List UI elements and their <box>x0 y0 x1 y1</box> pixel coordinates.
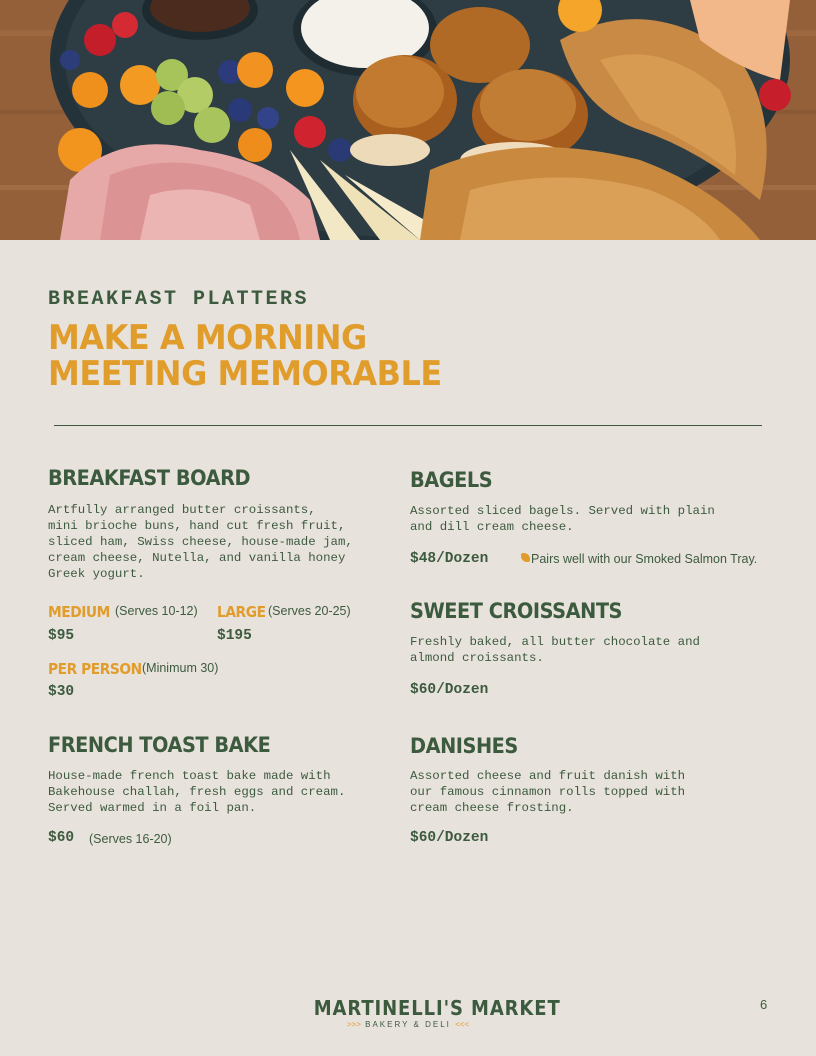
chevron-right-ornament: <<< <box>455 1020 470 1029</box>
page-number: 6 <box>760 997 768 1012</box>
chevron-left-ornament: >>> <box>346 1020 361 1029</box>
breakfast-platter-illustration <box>0 0 816 240</box>
danishes-description: Assorted cheese and fruit danish with our famous cinnamon rolls topped with cream cheese frosting. <box>410 769 686 815</box>
pairing-note <box>521 552 757 566</box>
hero-photo <box>0 0 816 240</box>
brand-logo <box>300 996 561 1029</box>
french-toast-serves: (Serves 16-20) <box>89 832 172 846</box>
section-eyebrow: BREAKFAST PLATTERS <box>48 288 310 311</box>
price-medium: $95 <box>48 628 75 644</box>
french-toast-title: FRENCH TOAST BAKE <box>48 733 271 757</box>
bagels-title: BAGELS <box>410 468 493 492</box>
size-label-medium: MEDIUM <box>48 603 110 621</box>
bagels-price: $48/Dozen <box>410 551 489 567</box>
danishes-price: $60/Dozen <box>410 830 489 846</box>
price-per-person: $30 <box>48 684 75 700</box>
sweet-croissants-title: SWEET CROISSANTS <box>410 599 623 623</box>
page-headline: MAKE A MORNING MEETING MEMORABLE <box>48 318 442 394</box>
breakfast-board-description: Artfully arranged butter croissants, mini brioche buns, hand cut fresh fruit, sliced ham, Swiss cheese, house-made jam, cream cheese, Nutella, and vanilla honey Greek yogurt. <box>48 503 353 581</box>
brand-subtitle-text: BAKERY & DELI <box>365 1020 451 1029</box>
brand-subtitle <box>300 1020 516 1029</box>
pairing-note-text: Pairs well with our Smoked Salmon Tray. <box>531 552 758 566</box>
size-note-large: (Serves 20-25) <box>268 604 351 618</box>
price-large: $195 <box>217 628 252 644</box>
size-note-per-person: (Minimum 30) <box>142 661 219 675</box>
leaf-icon <box>521 553 530 562</box>
brand-name: MARTINELLI'S MARKET <box>313 996 561 1020</box>
size-label-per-person: PER PERSON <box>48 660 142 678</box>
size-note-medium: (Serves 10-12) <box>115 604 198 618</box>
breakfast-board-title: BREAKFAST BOARD <box>48 466 251 490</box>
french-toast-description: House-made french toast bake made with Bakehouse challah, fresh eggs and cream. Served warmed in a foil pan. <box>48 769 346 815</box>
sweet-croissants-description: Freshly baked, all butter chocolate and almond croissants. <box>410 635 700 665</box>
sweet-croissants-price: $60/Dozen <box>410 682 489 698</box>
french-toast-price: $60 <box>48 830 75 846</box>
bagels-description: Assorted sliced bagels. Served with plain and dill cream cheese. <box>410 504 715 534</box>
size-label-large: LARGE <box>217 603 266 621</box>
divider <box>54 425 762 426</box>
danishes-title: DANISHES <box>410 734 518 758</box>
